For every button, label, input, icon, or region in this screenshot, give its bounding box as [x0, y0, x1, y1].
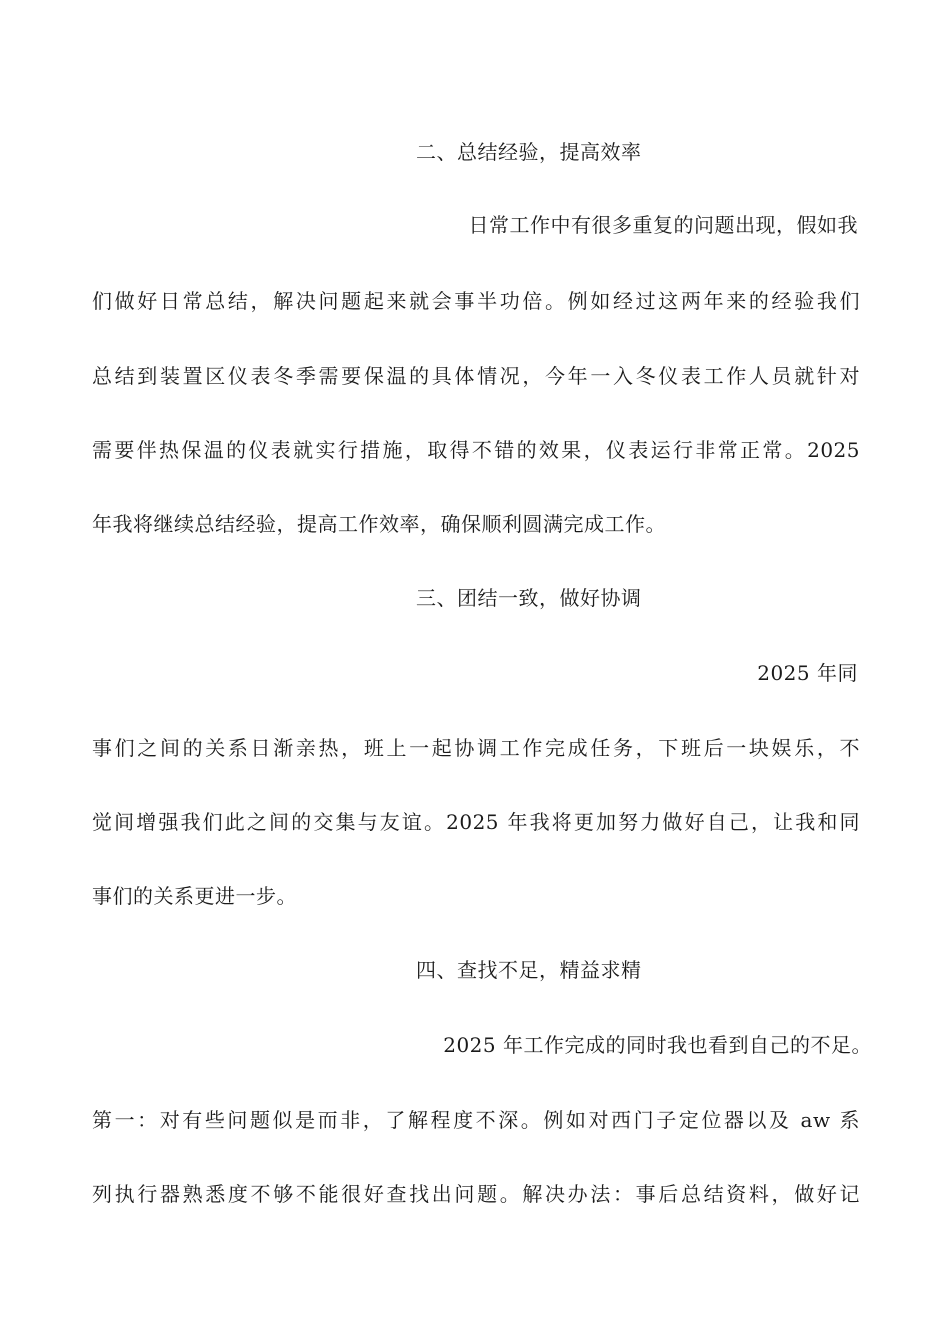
section-heading: 三、团结一致，做好协调 — [416, 586, 642, 610]
paragraph-line: 列执行器熟悉度不够不能很好查找出问题。解决办法：事后总结资料，做好记 — [92, 1182, 860, 1206]
paragraph-line: 日常工作中有很多重复的问题出现，假如我 — [468, 213, 858, 237]
paragraph-line: 年我将继续总结经验，提高工作效率，确保顺利圆满完成工作。 — [92, 512, 666, 536]
paragraph-line: 第一：对有些问题似是而非，了解程度不深。例如对西门子定位器以及 aw 系 — [92, 1108, 860, 1132]
paragraph-line: 们做好日常总结，解决问题起来就会事半功倍。例如经过这两年来的经验我们 — [92, 289, 860, 313]
section-heading: 二、总结经验，提高效率 — [416, 140, 642, 164]
paragraph-line: 需要伴热保温的仪表就实行措施，取得不错的效果，仪表运行非常正常。2025 — [92, 438, 860, 462]
paragraph-line: 2025 年工作完成的同时我也看到自己的不足。 — [443, 1033, 872, 1057]
paragraph-line: 事们之间的关系日渐亲热，班上一起协调工作完成任务，下班后一块娱乐，不 — [92, 736, 860, 760]
paragraph-line: 总结到装置区仪表冬季需要保温的具体情况，今年一入冬仪表工作人员就针对 — [92, 364, 860, 388]
paragraph-line: 2025 年同 — [757, 661, 858, 685]
section-heading: 四、查找不足，精益求精 — [416, 958, 642, 982]
paragraph-line: 事们的关系更进一步。 — [92, 884, 297, 908]
paragraph-line: 觉间增强我们此之间的交集与友谊。2025 年我将更加努力做好自己，让我和同 — [92, 810, 860, 834]
